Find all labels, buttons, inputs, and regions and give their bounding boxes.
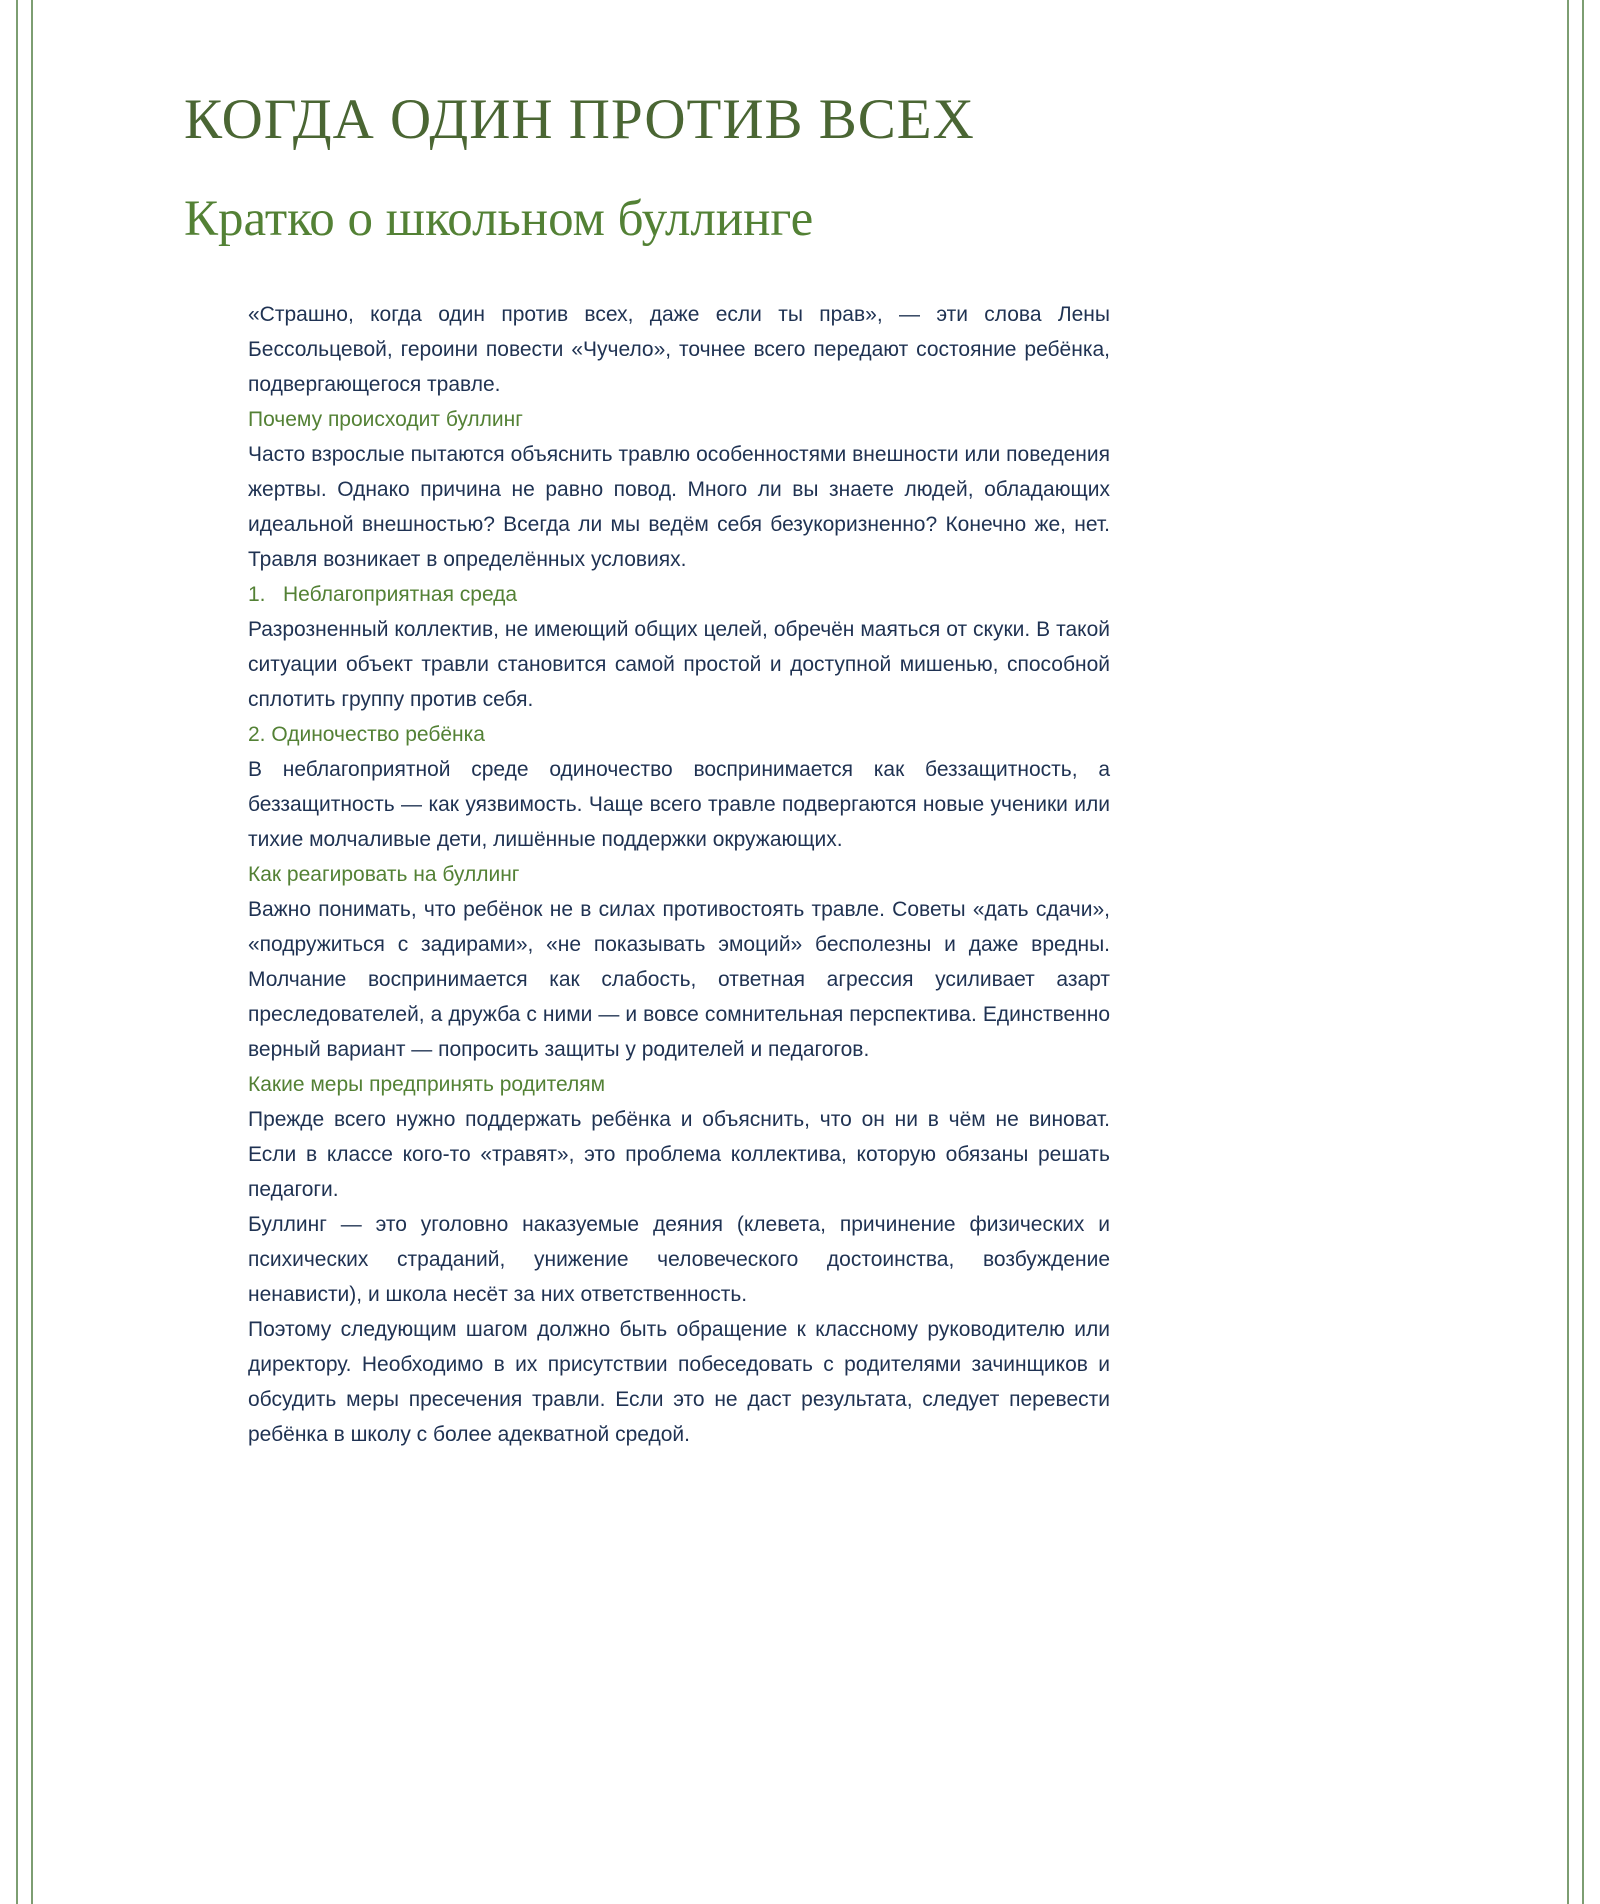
paragraph-legal-responsibility: Буллинг — это уголовно наказуемые деяния (клевета, причинение физических и психических страданий, унижение человеческого достоинства, возбуждение ненависти), и школа несёт за них ответственность. — [248, 1213, 1110, 1307]
paragraph-intro: «Страшно, когда один против всех, даже если ты прав», — эти слова Лены Бессольцевой, героини повести «Чучело», точнее всего передают состояние ребёнка, подвергающегося травле. — [248, 303, 1110, 397]
document-body — [248, 297, 1110, 1452]
paragraph-causes: Часто взрослые пытаются объяснить травлю особенностями внешности или поведения жертвы. Однако причина не равно повод. Много ли вы знаете людей, обладающих идеальной внешностью? Всегда ли мы ведём себя безукоризненно? Конечно же, нет. Травля возникает в определённых условиях. — [248, 443, 1110, 572]
page-border-right-inner — [1567, 0, 1569, 1904]
document-title: КОГДА ОДИН ПРОТИВ ВСЕХ — [184, 88, 975, 151]
page-border-left-outer — [16, 0, 18, 1904]
paragraph-child-loneliness: В неблагоприятной среде одиночество воспринимается как беззащитность, а беззащитность — как уязвимость. Чаще всего травле подвергаются новые ученики или тихие молчаливые дети, лишённые поддержки окружающих. — [248, 758, 1110, 852]
section-heading-how-to-react: Как реагировать на буллинг — [248, 863, 520, 887]
section-heading-child-loneliness: 2. Одиночество ребёнка — [248, 723, 485, 747]
section-heading-unfavorable-environment: 1. Неблагоприятная среда — [248, 583, 518, 607]
paragraph-unfavorable-environment: Разрозненный коллектив, не имеющий общих целей, обречён маяться от скуки. В такой ситуации объект травли становится самой простой и доступной мишенью, способной сплотить группу против себя. — [248, 618, 1110, 712]
section-heading-parent-measures: Какие меры предпринять родителям — [248, 1073, 606, 1097]
paragraph-how-to-react: Важно понимать, что ребёнок не в силах противостоять травле. Советы «дать сдачи», «подружиться с задирами», «не показывать эмоций» бесполезны и даже вредны. Молчание воспринимается как слабость, ответная агрессия усиливает азарт преследователей, а дружба с ними — и вовсе сомнительная перспектива. Единственно верный вариант — попросить защиты у родителей и педагогов. — [248, 898, 1110, 1062]
paragraph-support-child: Прежде всего нужно поддержать ребёнка и объяснить, что он ни в чём не виноват. Если в классе кого-то «травят», это проблема коллектива, которую обязаны решать педагоги. — [248, 1108, 1110, 1202]
document-subtitle: Кратко о школьном буллинге — [184, 191, 814, 248]
paragraph-next-steps: Поэтому следующим шагом должно быть обращение к классному руководителю или директору. Необходимо в их присутствии побеседовать с родителями зачинщиков и обсудить меры пресечения травли. Если это не даст результата, следует перевести ребёнка в школу с более адекватной средой. — [248, 1318, 1110, 1447]
page-border-left-inner — [31, 0, 33, 1904]
section-heading-why-bullying-happens: Почему происходит буллинг — [248, 408, 523, 432]
page-border-right-outer — [1582, 0, 1584, 1904]
